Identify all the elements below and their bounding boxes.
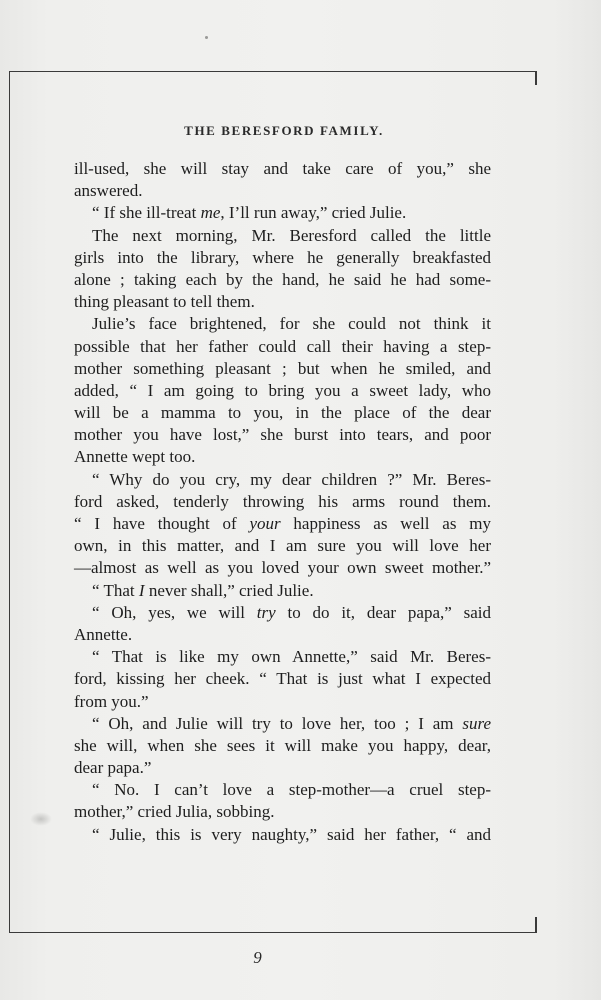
- text-run: “ Julie, this is very naughty,” said her father, “ and: [92, 824, 491, 844]
- text-line: [74, 491, 491, 513]
- text-run: dear papa.”: [74, 758, 152, 778]
- text-line: [74, 158, 491, 180]
- text-line: [74, 668, 491, 690]
- text-line: [74, 247, 491, 269]
- text-line: [74, 535, 491, 557]
- text-run: never shall,” cried Julie.: [144, 580, 314, 600]
- text-run: answered.: [74, 181, 143, 201]
- text-run: “ Oh, and Julie will try to love her, too ; I am: [92, 713, 463, 733]
- text-line: [74, 469, 491, 491]
- text-run: thing pleasant to tell them.: [74, 292, 255, 312]
- text-run: , I’ll run away,” cried Julie.: [220, 203, 407, 223]
- ink-smudge: [30, 812, 52, 826]
- text-run: —almost as well as you loved your own sweet mother.”: [74, 558, 491, 578]
- page-number: 9: [253, 948, 262, 967]
- text-line: [74, 801, 491, 823]
- text-line: [74, 757, 491, 779]
- text-run: will be a mamma to you, in the place of the dear: [74, 403, 491, 423]
- text-run: mother you have lost,” she burst into tears, and poor: [74, 425, 491, 445]
- text-run: “ Why do you cry, my dear children ?” Mr. Beres-: [92, 469, 491, 489]
- text-line: [74, 602, 491, 624]
- text-run: own, in this matter, and I am sure you will love her: [74, 536, 491, 556]
- text-line: [74, 735, 491, 757]
- italic-text: I: [138, 580, 145, 600]
- text-line: [74, 624, 491, 646]
- text-line: [74, 202, 491, 224]
- text-run: happiness as well as my: [280, 514, 492, 533]
- text-line: [74, 713, 491, 735]
- text-run: “ I have thought of: [74, 514, 250, 533]
- text-line: [74, 646, 491, 668]
- text-run: to do it, dear papa,” said: [275, 602, 491, 622]
- text-line: [74, 402, 491, 424]
- text-line: [74, 225, 491, 247]
- text-line: [74, 513, 491, 535]
- text-line: [74, 779, 491, 801]
- text-run: The next morning, Mr. Beresford called the little: [92, 225, 491, 245]
- italic-text: your: [249, 514, 281, 533]
- body-text: [74, 158, 491, 846]
- text-line: [74, 358, 491, 380]
- running-head: THE BERESFORD FAMILY.: [184, 123, 384, 138]
- text-run: added, “ I am going to bring you a sweet lady, who: [74, 380, 491, 400]
- text-run: girls into the library, where he generally breakfasted: [74, 247, 491, 267]
- text-run: “ No. I can’t love a step-mother—a cruel step-: [92, 780, 491, 800]
- text-run: she will, when she sees it will make you happy, dear,: [74, 735, 491, 755]
- text-line: [74, 313, 491, 335]
- page-border-right-top: [535, 71, 537, 85]
- text-run: possible that her father could call their having a step-: [74, 336, 491, 356]
- italic-text: me: [200, 203, 221, 223]
- text-run: mother,” cried Julia, sobbing.: [74, 802, 275, 822]
- italic-text: try: [256, 602, 276, 622]
- text-run: “ If she ill-treat: [92, 203, 201, 223]
- text-line: [74, 336, 491, 358]
- text-line: [74, 446, 491, 468]
- text-line: [74, 424, 491, 446]
- text-line: [74, 580, 491, 602]
- text-run: ford, kissing her cheek. “ That is just what I expected: [74, 669, 491, 689]
- text-run: ill-used, she will stay and take care of you,” she: [74, 159, 491, 178]
- text-line: [74, 557, 491, 579]
- italic-text: sure: [462, 713, 491, 733]
- text-run: ford asked, tenderly throwing his arms round them.: [74, 491, 491, 511]
- page-border-right-bottom: [535, 917, 537, 932]
- text-run: from you.”: [74, 691, 149, 711]
- text-line: [74, 291, 491, 313]
- text-run: “ That is like my own Annette,” said Mr. Beres-: [92, 647, 491, 667]
- text-run: Julie’s face brightened, for she could not think it: [92, 314, 491, 334]
- text-run: alone ; taking each by the hand, he said he had some-: [74, 269, 491, 289]
- text-run: Annette wept too.: [74, 447, 196, 467]
- text-line: [74, 691, 491, 713]
- text-run: mother something pleasant ; but when he smiled, and: [74, 358, 491, 378]
- text-line: [74, 824, 491, 846]
- text-line: [74, 269, 491, 291]
- text-line: [74, 380, 491, 402]
- text-run: Annette.: [74, 624, 133, 644]
- text-run: “ Oh, yes, we will: [92, 602, 257, 622]
- text-run: “ That: [92, 580, 139, 600]
- paper-speck: [205, 36, 208, 39]
- text-line: [74, 180, 491, 202]
